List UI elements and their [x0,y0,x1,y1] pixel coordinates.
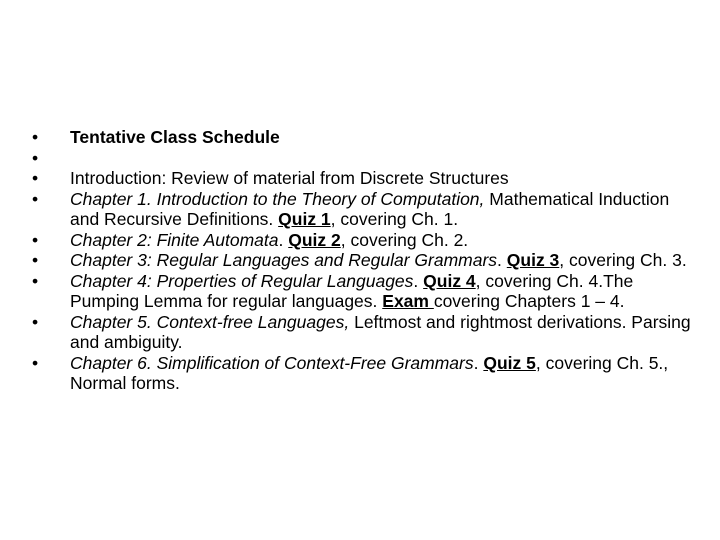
chapter-6-title: Chapter 6. Simplification of Context-Free Grammars [70,352,474,373]
bullet: • [32,311,39,332]
list-item-chapter-6 [32,353,692,394]
bullet: • [32,168,39,188]
chapter-3-title: Chapter 3: Regular Languages and Regular Grammars [70,250,498,270]
exam-label: Exam [382,291,434,311]
bullet: • [32,352,39,373]
chapter-2-separator: . [278,229,289,250]
chapter-1-title: Chapter 1. Introduction to the Theory of Computation, [70,188,485,209]
chapter-2-coverage: , covering Ch. 2. [340,229,469,250]
chapter-4-title: Chapter 4: Properties of Regular Languages [70,270,414,291]
bullet: • [32,250,39,270]
chapter-2-title: Chapter 2: Finite Automata [70,229,279,250]
list-item-empty [32,148,692,169]
exam-coverage: covering Chapters 1 – 4. [433,291,625,311]
chapter-3-coverage: , covering Ch. 3. [559,250,687,270]
list-item-chapter-1 [32,189,692,230]
chapter-1-coverage: , covering Ch. 1. [330,209,459,229]
schedule-title: Tentative Class Schedule [70,127,280,147]
chapter-5-description: Leftmost and rightmost derivations. Parsing and ambiguity. [70,311,691,352]
quiz-5-label: Quiz 5 [483,352,536,373]
introduction-text: Introduction: Review of material from Discrete Structures [70,168,509,188]
chapter-4-separator: . [413,270,424,291]
quiz-4-label: Quiz 4 [423,270,476,291]
list-item-chapter-5 [32,312,692,353]
chapter-3-separator: . [497,250,507,270]
chapter-6-separator: . [473,352,484,373]
chapter-5-title: Chapter 5. Context-free Languages, [70,311,350,332]
chapter-6-coverage: , covering Ch. 5., Normal forms. [70,352,669,393]
bullet: • [32,147,39,168]
list-item-introduction [32,168,692,189]
chapter-4-description: , covering Ch. 4.The Pumping Lemma for regular languages. [70,270,634,311]
chapter-1-description: Mathematical Induction and Recursive Definitions. [70,188,670,229]
list-item-chapter-3 [32,250,692,271]
bullet: • [32,229,39,250]
bullet: • [32,188,39,209]
list-item-chapter-4 [32,271,692,312]
schedule-list [32,127,692,394]
quiz-2-label: Quiz 2 [288,229,341,250]
list-item-title [32,127,692,148]
quiz-3-label: Quiz 3 [506,250,560,270]
list-item-chapter-2 [32,230,692,251]
bullet: • [32,270,39,291]
bullet: • [32,127,39,147]
quiz-1-label: Quiz 1 [278,209,331,229]
